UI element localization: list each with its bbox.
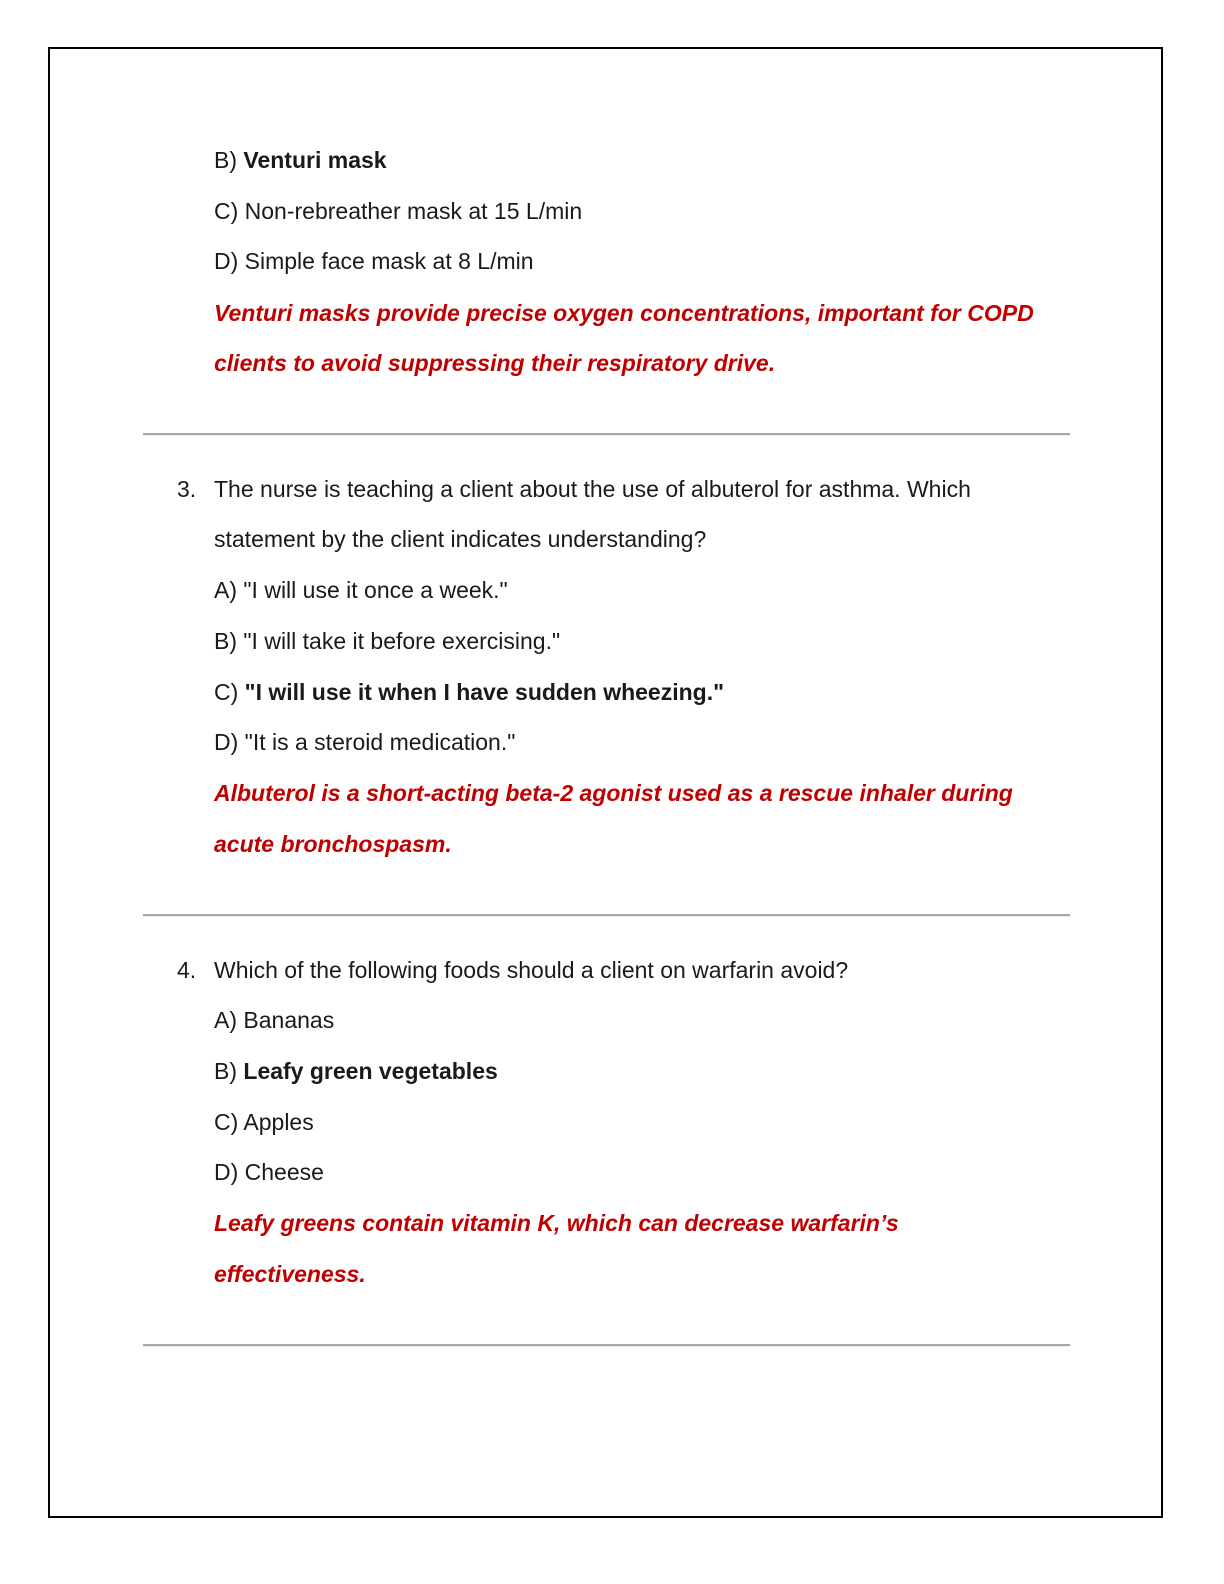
q4-option-b-prefix: B) (214, 1058, 244, 1084)
q3-option-b: B) "I will take it before exercising." (214, 628, 561, 654)
q4-option-b-answer: Leafy green vegetables (243, 1058, 498, 1084)
divider-1 (143, 433, 1070, 435)
q2-option-b (214, 145, 387, 175)
divider-3 (143, 1344, 1070, 1346)
q4-stem-line1: Which of the following foods should a client on warfarin avoid? (214, 957, 849, 983)
q3-option-a: A) "I will use it once a week." (214, 577, 508, 603)
q3-rationale-line1: Albuterol is a short-acting beta-2 agonist used as a rescue inhaler during (214, 780, 1013, 806)
q2-option-b-prefix: B) (214, 147, 244, 173)
q2-option-b-answer: Venturi mask (243, 147, 387, 173)
q3-stem-line1: The nurse is teaching a client about the use of albuterol for asthma. Which (214, 476, 971, 502)
q4-option-d: D) Cheese (214, 1159, 324, 1185)
q3-option-c-answer: "I will use it when I have sudden wheezing." (244, 679, 725, 705)
q4-option-b (214, 1056, 498, 1086)
q3-option-c-prefix: C) (214, 679, 245, 705)
q4-option-a: A) Bananas (214, 1007, 335, 1033)
q4-rationale-line2: effectiveness. (214, 1261, 366, 1287)
q3-option-d: D) "It is a steroid medication." (214, 729, 516, 755)
q2-option-d: D) Simple face mask at 8 L/min (214, 248, 534, 274)
q4-option-c: C) Apples (214, 1109, 314, 1135)
divider-2 (143, 914, 1070, 916)
q3-number: 3. (177, 476, 197, 502)
q4-number: 4. (177, 957, 197, 983)
q3-option-c (214, 677, 724, 707)
q2-rationale-line2: clients to avoid suppressing their respiratory drive. (214, 350, 776, 376)
q2-option-c: C) Non-rebreather mask at 15 L/min (214, 198, 583, 224)
q3-stem-line2: statement by the client indicates understanding? (214, 526, 707, 552)
q2-rationale-line1: Venturi masks provide precise oxygen concentrations, important for COPD (214, 300, 1034, 326)
q4-rationale-line1: Leafy greens contain vitamin K, which can decrease warfarin’s (214, 1210, 899, 1236)
q3-rationale-line2: acute bronchospasm. (214, 831, 452, 857)
